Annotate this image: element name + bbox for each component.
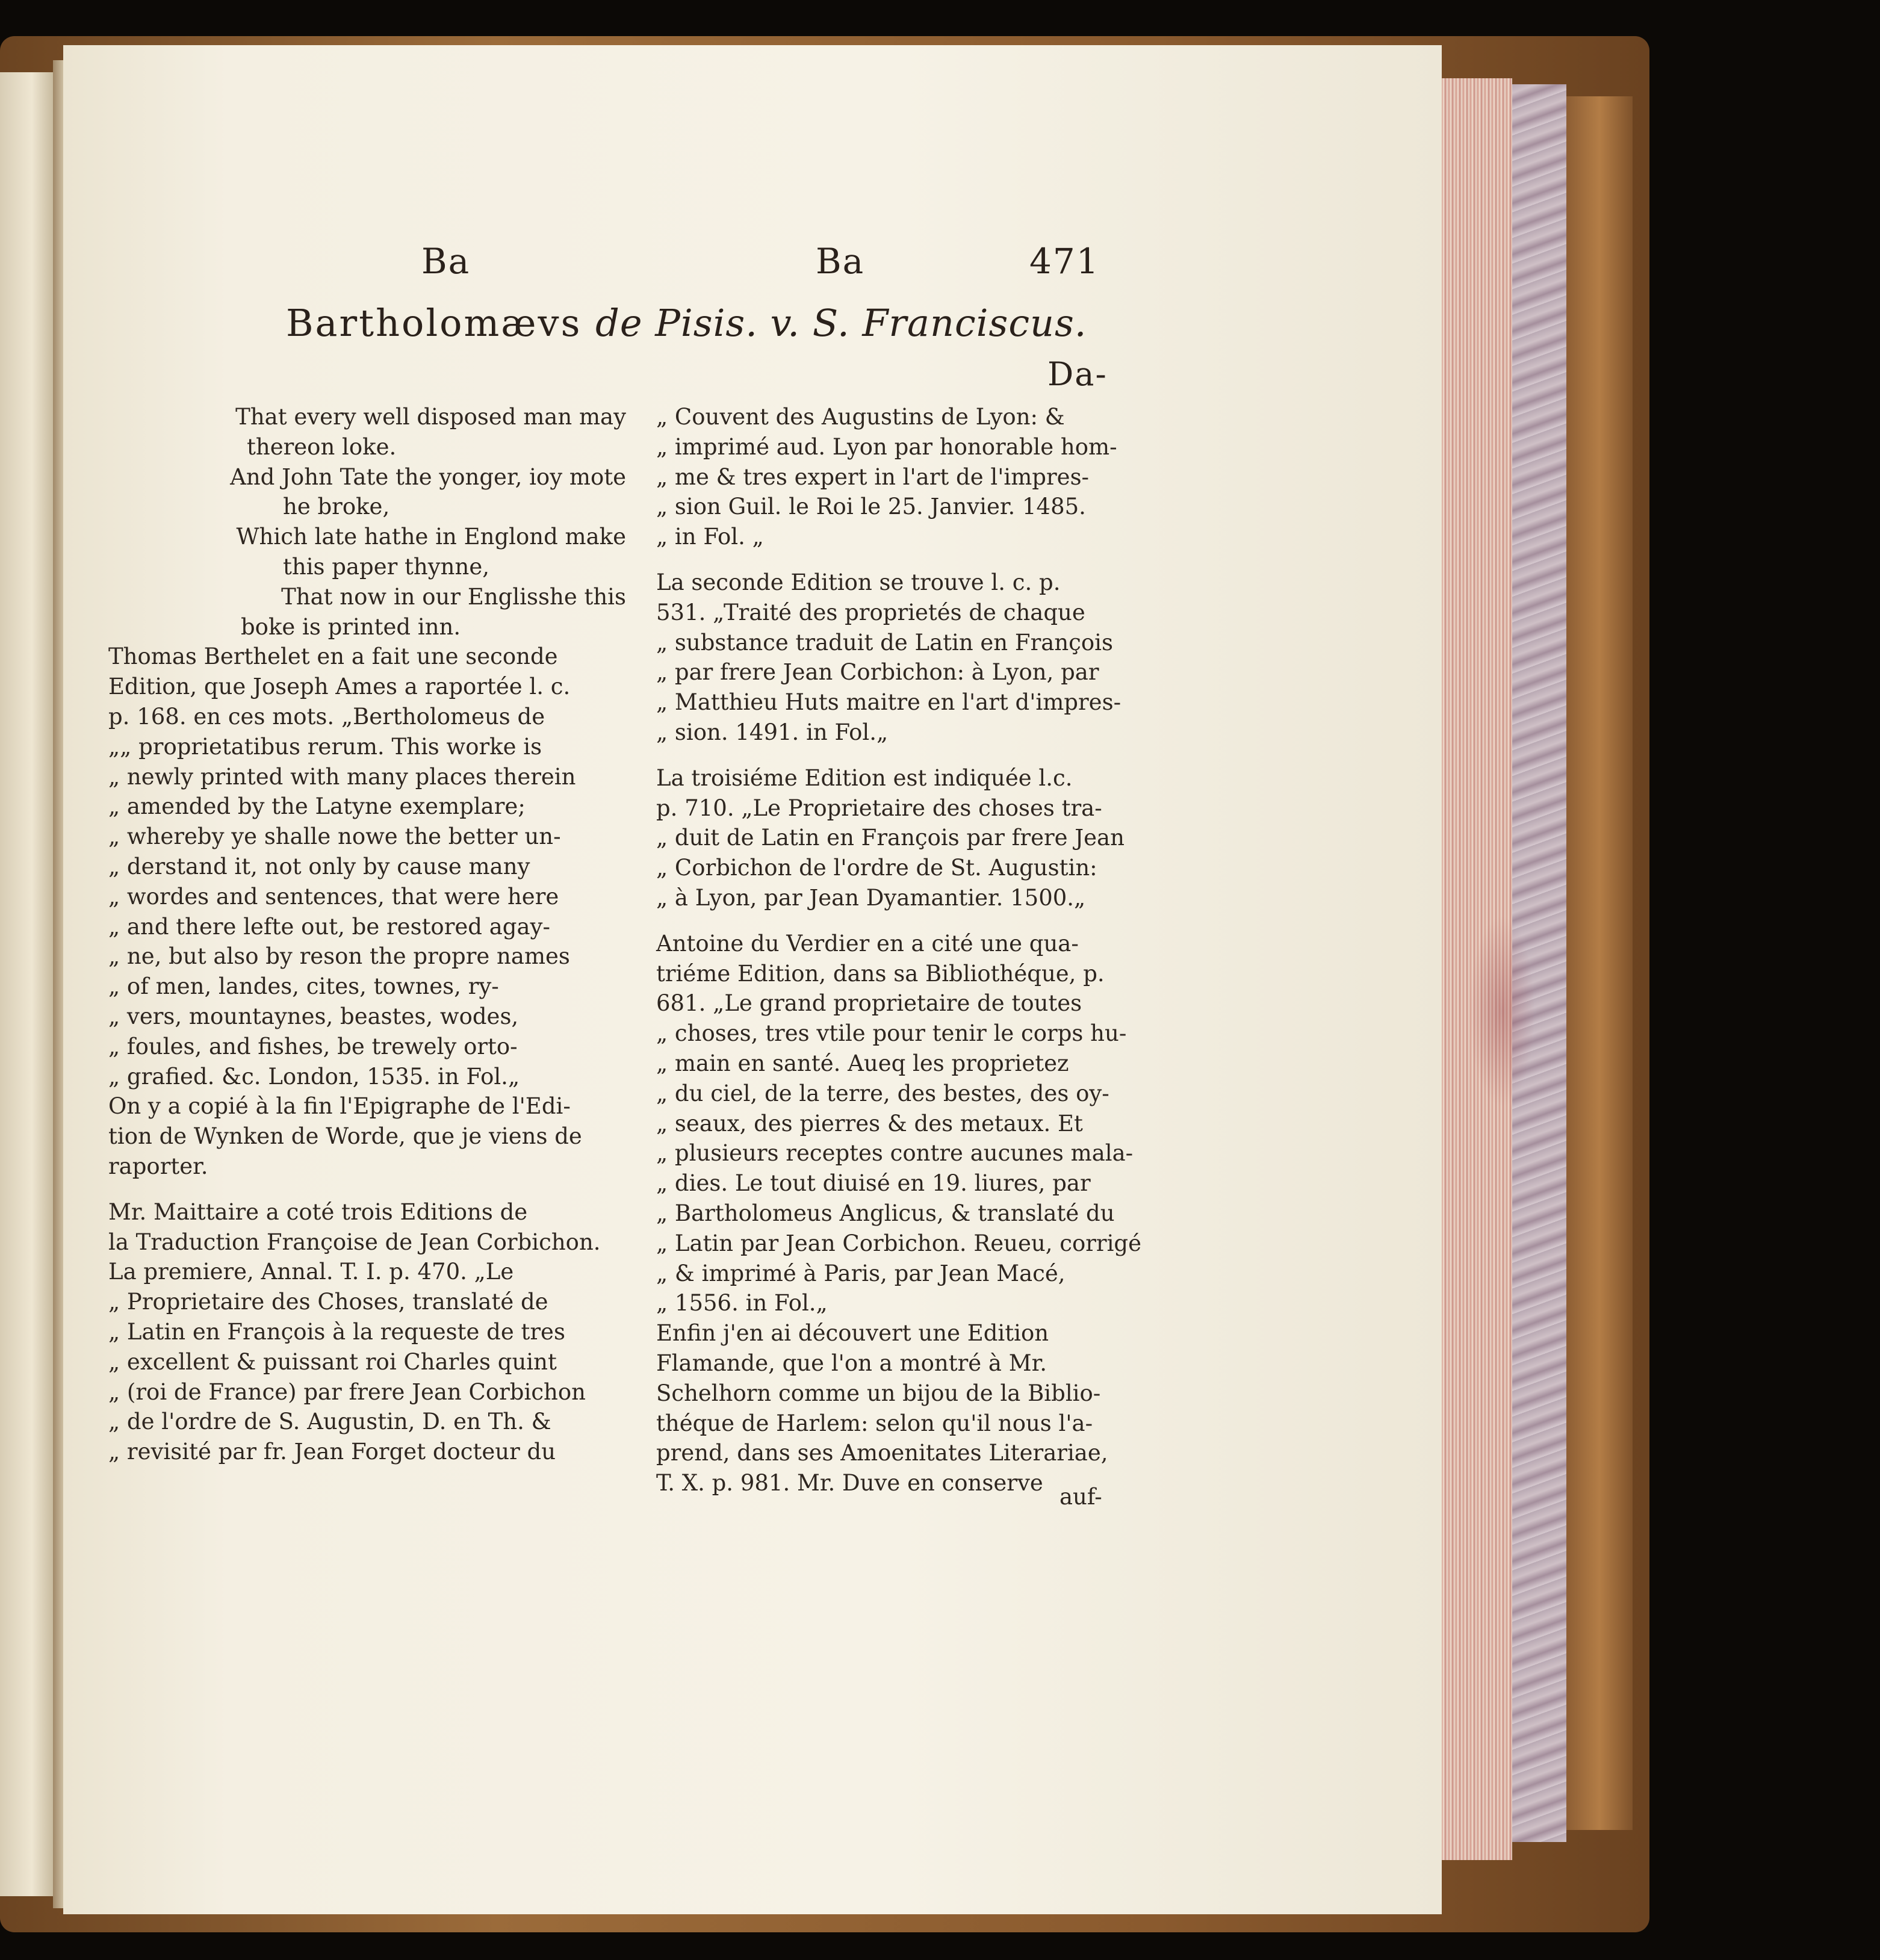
text-line: Thomas Berthelet en a fait une seconde (108, 644, 558, 670)
text-line: p. 710. „Le Proprietaire des choses tra- (656, 795, 1102, 821)
verse-line: thereon loke. (247, 433, 397, 460)
paragraph (108, 1197, 626, 1467)
text-line: „ par frere Jean Corbichon: à Lyon, par (656, 659, 1099, 686)
text-line: „ wordes and sentences, that were here (108, 883, 559, 910)
text-line: Edition, que Joseph Ames a raportée l. c. (108, 674, 571, 700)
text-line: tion de Wynken de Worde, que je viens de (108, 1123, 582, 1150)
paragraph (656, 763, 1174, 913)
right-column (656, 402, 1174, 1498)
text-line: „ choses, tres vtile pour tenir le corps hu- (656, 1020, 1127, 1047)
text-line: „ Matthieu Huts maitre en l'art d'impres- (656, 689, 1121, 716)
text-line: „ substance traduit de Latin en François (656, 629, 1113, 656)
verse-line: That now in our Englisshe this (281, 583, 626, 610)
verse-line: he broke, (283, 494, 390, 520)
text-line: „ foules, and fishes, be trewely orto- (108, 1033, 518, 1059)
text-line: Flamande, que l'on a montré à Mr. (656, 1350, 1047, 1376)
text-line: „ me & tres expert in l'art de l'impres- (656, 464, 1090, 490)
text-line: Antoine du Verdier en a cité une qua- (656, 930, 1079, 957)
verse-line: this paper thynne, (283, 553, 489, 580)
text-line: 531. „Traité des proprietés de chaque (656, 599, 1085, 625)
text-line: „ of men, landes, cites, townes, ry- (108, 973, 499, 1000)
text-line: „ Latin en François à la requeste de tres (108, 1318, 565, 1345)
paragraph (656, 929, 1174, 1318)
paragraph (108, 642, 626, 1181)
text-line: „ in Fol. „ (656, 524, 764, 550)
text-line: „ de l'ordre de S. Augustin, D. en Th. & (108, 1409, 551, 1435)
verse-line: boke is printed inn. (241, 613, 461, 640)
entry-title-name: Bartholomævs (286, 301, 582, 345)
text-line: „ vers, mountaynes, beastes, wodes, (108, 1003, 519, 1029)
text-line: „ imprimé aud. Lyon par honorable hom- (656, 433, 1117, 460)
verse-line: Which late hathe in Englond make (236, 524, 626, 550)
text-line: „ sion Guil. le Roi le 25. Janvier. 1485. (656, 494, 1086, 520)
text-line: „ main en santé. Aueq les proprietez (656, 1050, 1069, 1076)
text-line: La premiere, Annal. T. I. p. 470. „Le (108, 1259, 514, 1285)
text-line: „ amended by the Latyne exemplare; (108, 793, 526, 820)
verse-line: And John Tate the yonger, ioy mote (230, 464, 626, 490)
text-line: „ Corbichon de l'ordre de St. Augustin: (656, 855, 1097, 881)
paragraph (656, 1318, 1174, 1498)
text-line: „ whereby ye shalle nowe the better un- (108, 823, 561, 850)
text-line: 681. „Le grand proprietaire de toutes (656, 990, 1082, 1017)
text-line: „ Proprietaire des Choses, translaté de (108, 1289, 548, 1315)
text-line: „ & imprimé à Paris, par Jean Macé, (656, 1260, 1066, 1286)
paragraph (656, 568, 1174, 748)
catchword-top: Da- (1047, 355, 1108, 393)
text-line: Mr. Maittaire a coté trois Editions de (108, 1199, 528, 1225)
text-line: Schelhorn comme un bijou de la Biblio- (656, 1380, 1101, 1406)
text-line: „ du ciel, de la terre, des bestes, des oy- (656, 1080, 1109, 1106)
page-number: 471 (1029, 241, 1100, 282)
paragraph (656, 402, 1174, 552)
text-line: „ Latin par Jean Corbichon. Reueu, corrigé (656, 1230, 1142, 1256)
text-line: Enfin j'en ai découvert une Edition (656, 1320, 1049, 1347)
left-page-edge (0, 72, 53, 1896)
text-line: „ newly printed with many places therein (108, 763, 576, 790)
text-line: „ duit de Latin en François par frere Jean (656, 825, 1125, 851)
verse (108, 402, 626, 642)
entry-title (286, 301, 1087, 345)
text-line: „ à Lyon, par Jean Dyamantier. 1500.„ (656, 884, 1086, 911)
text-line: „ Couvent des Augustins de Lyon: & (656, 404, 1065, 430)
text-line: „„ proprietatibus rerum. This worke is (108, 733, 542, 760)
text-line: triéme Edition, dans sa Bibliothéque, p. (656, 960, 1105, 987)
text-line: T. X. p. 981. Mr. Duve en conserve (656, 1470, 1043, 1496)
text-line: „ sion. 1491. in Fol.„ (656, 719, 889, 745)
text-line: „ grafied. &c. London, 1535. in Fol.„ (108, 1063, 520, 1090)
text-line: „ and there lefte out, be restored agay- (108, 913, 550, 940)
text-line: „ Bartholomeus Anglicus, & translaté du (656, 1200, 1115, 1226)
text-line: „ derstand it, not only by cause many (108, 853, 530, 879)
text-line: „ ne, but also by reson the propre names (108, 943, 570, 970)
text-line: „ dies. Le tout diuisé en 19. liures, par (656, 1170, 1091, 1197)
left-column (108, 402, 626, 1467)
text-line: raporter. (108, 1153, 208, 1179)
text-line: La troisiéme Edition est indiquée l.c. (656, 764, 1073, 791)
text-line: prend, dans ses Amoenitates Literariae, (656, 1440, 1108, 1466)
catchword-bottom: auf- (1059, 1484, 1102, 1510)
running-head-left: Ba (421, 241, 471, 282)
verse-line: That every well disposed man may (235, 404, 626, 430)
text-line: „ seaux, des pierres & des metaux. Et (656, 1110, 1083, 1137)
entry-title-rest: de Pisis. v. S. Franciscus. (595, 301, 1087, 345)
running-head-center: Ba (816, 241, 865, 282)
text-line: On y a copié à la fin l'Epigraphe de l'Edi- (108, 1093, 571, 1120)
text-line: p. 168. en ces mots. „Bertholomeus de (108, 703, 545, 730)
text-line: „ plusieurs receptes contre aucunes mala- (656, 1140, 1134, 1167)
stain (1469, 915, 1535, 1108)
text-line: „ (roi de France) par frere Jean Corbichon (108, 1379, 586, 1405)
text-line: „ excellent & puissant roi Charles quint (108, 1348, 557, 1375)
text-line: théque de Harlem: selon qu'il nous l'a- (656, 1410, 1093, 1436)
text-line: la Traduction Françoise de Jean Corbichon. (108, 1229, 601, 1255)
text-line: La seconde Edition se trouve l. c. p. (656, 569, 1061, 595)
text-line: „ revisité par fr. Jean Forget docteur du (108, 1439, 556, 1465)
text-line: „ 1556. in Fol.„ (656, 1290, 828, 1316)
back-cover-edge (1566, 96, 1633, 1830)
